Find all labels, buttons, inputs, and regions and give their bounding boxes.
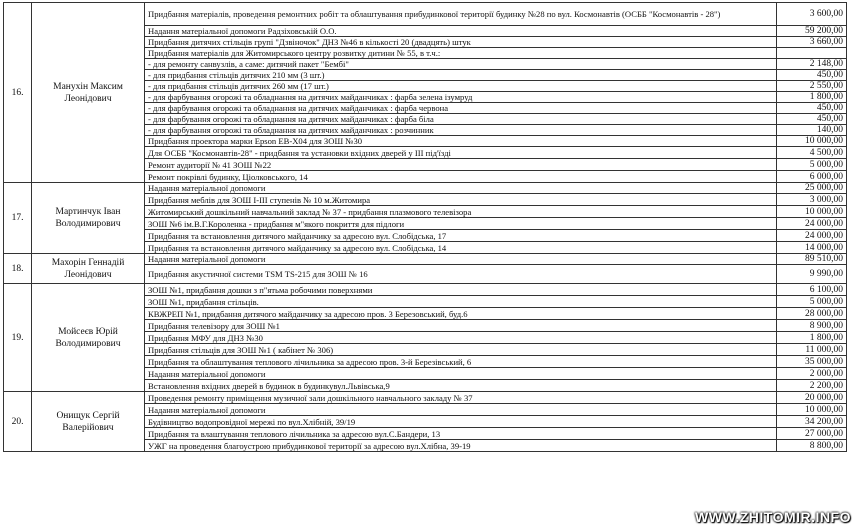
expense-amount: 10 000,00 bbox=[777, 206, 847, 218]
expense-amount: 10 000,00 bbox=[777, 404, 847, 416]
expense-amount: 28 000,00 bbox=[777, 308, 847, 320]
expense-amount: 8 800,00 bbox=[777, 440, 847, 452]
deputy-name: Онищук Сергій Валерійович bbox=[32, 392, 145, 452]
expense-amount: 34 200,00 bbox=[777, 416, 847, 428]
table-row bbox=[4, 3, 847, 26]
expense-description: Надання матеріальної допомоги bbox=[145, 404, 777, 416]
expense-description: ЗОШ №1, придбання стільців. bbox=[145, 296, 777, 308]
expense-amount: 450,00 bbox=[777, 70, 847, 81]
expense-description: Надання матеріальної допомоги bbox=[145, 254, 777, 265]
expense-amount: 35 000,00 bbox=[777, 356, 847, 368]
expense-description: Будівництво водопровідної мережі по вул.Хлібній, 39/19 bbox=[145, 416, 777, 428]
expense-amount: 1 800,00 bbox=[777, 332, 847, 344]
expense-amount: 1 800,00 bbox=[777, 92, 847, 103]
expense-description: Надання матеріальної допомоги bbox=[145, 368, 777, 380]
expense-amount: 4 500,00 bbox=[777, 147, 847, 159]
expense-amount: 2 148,00 bbox=[777, 59, 847, 70]
expense-description: Придбання матеріалів для Житомирського центру розвитку дитини № 55, в т.ч.: bbox=[145, 48, 777, 59]
expense-amount: 2 200,00 bbox=[777, 380, 847, 392]
expense-amount: 6 000,00 bbox=[777, 171, 847, 183]
expense-description: - для фарбування огорожі та обладнання на дитячих майданчиках : фарба червона bbox=[145, 103, 777, 114]
table-row bbox=[4, 392, 847, 404]
expense-description: - для фарбування огорожі та обладнання на дитячих майданчиках : розчинник bbox=[145, 125, 777, 136]
expense-description: КВЖРЕП №1, придбання дитячого майданчику за адресою пров. 3 Березовський, буд.6 bbox=[145, 308, 777, 320]
allocation-table bbox=[3, 2, 847, 452]
expense-amount: 14 000,00 bbox=[777, 242, 847, 254]
expense-amount: 2 000,00 bbox=[777, 368, 847, 380]
expense-description: - для придбання стільців дитячих 210 мм (3 шт.) bbox=[145, 70, 777, 81]
site-watermark: WWW.ZHITOMIR.INFO bbox=[695, 509, 851, 525]
expense-description: Придбання дитячих стільців групі "Дзвіночок" ДНЗ №46 в кількості 20 (двадцять) штук bbox=[145, 37, 777, 48]
table-row bbox=[4, 254, 847, 265]
expense-description: - для ремонту санвузлів, а саме: дитячий пакет "Бембі" bbox=[145, 59, 777, 70]
table-row bbox=[4, 284, 847, 296]
expense-description: - для фарбування огорожі та обладнання на дитячих майданчиках : фарба зелена ізумруд bbox=[145, 92, 777, 103]
expense-description: Ремонт покрівлі будинку, Ціолковського, 14 bbox=[145, 171, 777, 183]
expense-description: Придбання та облаштування теплового лічильника за адресою пров. 3-й Березівський, 6 bbox=[145, 356, 777, 368]
expense-amount: 450,00 bbox=[777, 114, 847, 125]
expense-amount: 9 990,00 bbox=[777, 265, 847, 284]
deputy-name: Манухін Максим Леонідович bbox=[32, 3, 145, 183]
row-number: 17. bbox=[4, 183, 32, 254]
expense-description: УЖГ на проведення благоустрою прибудинкової території за адресою вул.Хлібна, 39-19 bbox=[145, 440, 777, 452]
allocation-table-body bbox=[4, 3, 847, 452]
expense-description: - для придбання стільців дитячих 260 мм (17 шт.) bbox=[145, 81, 777, 92]
deputy-name: Махорін Геннадій Леонідович bbox=[32, 254, 145, 284]
expense-description: Придбання стільців для ЗОШ №1 ( кабінет № 306) bbox=[145, 344, 777, 356]
expense-description: Проведення ремонту приміщення музичної зали дошкільного навчального закладу № 37 bbox=[145, 392, 777, 404]
expense-amount: 24 000,00 bbox=[777, 218, 847, 230]
expense-description: Придбання акустичної системи TSM TS-215 для ЗОШ № 16 bbox=[145, 265, 777, 284]
expense-amount: 3 600,00 bbox=[777, 3, 847, 26]
expense-description: ЗОШ №1, придбання дошки з п"ятьма робочими поверхнями bbox=[145, 284, 777, 296]
deputy-name: Мартинчук Іван Володимирович bbox=[32, 183, 145, 254]
deputy-name: Мойсеєв Юрій Володимирович bbox=[32, 284, 145, 392]
expense-amount: 5 000,00 bbox=[777, 296, 847, 308]
expense-description: Ремонт аудиторії № 41 ЗОШ №22 bbox=[145, 159, 777, 171]
table-row bbox=[4, 183, 847, 194]
expense-amount: 10 000,00 bbox=[777, 136, 847, 147]
expense-amount: 3 000,00 bbox=[777, 194, 847, 206]
expense-description: Придбання та влаштування теплового лічильника за адресою вул.С.Бандери, 13 bbox=[145, 428, 777, 440]
expense-amount: 6 100,00 bbox=[777, 284, 847, 296]
expense-amount: 3 660,00 bbox=[777, 37, 847, 48]
expense-amount: 27 000,00 bbox=[777, 428, 847, 440]
expense-amount: 450,00 bbox=[777, 103, 847, 114]
expense-amount: 89 510,00 bbox=[777, 254, 847, 265]
expense-description: Для ОСББ "Космонавтів-28" - придбання та установки вхідних дверей у ІІІ під'їзді bbox=[145, 147, 777, 159]
expense-description: ЗОШ №6 ім.В.Г.Короленка - придбання м"якого покриття для підлоги bbox=[145, 218, 777, 230]
expense-description: Житомирський дошкільний навчальний заклад № 37 - придбання плазмового телевізора bbox=[145, 206, 777, 218]
expense-description: Придбання телевізору для ЗОШ №1 bbox=[145, 320, 777, 332]
expense-amount: 8 900,00 bbox=[777, 320, 847, 332]
expense-description: Придбання проектора марки Epson EB-X04 для ЗОШ №30 bbox=[145, 136, 777, 147]
expense-description: Придбання та встановлення дитячого майданчику за адресою вул. Слобідська, 14 bbox=[145, 242, 777, 254]
expense-description: Придбання матеріалів, проведення ремонтних робіт та облаштування прибудинкової території будинку №28 по вул. Космонавтів (ОСББ "Космонавтів - 28") bbox=[145, 3, 777, 26]
row-number: 16. bbox=[4, 3, 32, 183]
expense-amount: 25 000,00 bbox=[777, 183, 847, 194]
expense-amount: 20 000,00 bbox=[777, 392, 847, 404]
expense-amount: 2 550,00 bbox=[777, 81, 847, 92]
row-number: 18. bbox=[4, 254, 32, 284]
row-number: 19. bbox=[4, 284, 32, 392]
expense-amount bbox=[777, 48, 847, 59]
expense-amount: 140,00 bbox=[777, 125, 847, 136]
row-number: 20. bbox=[4, 392, 32, 452]
expense-amount: 5 000,00 bbox=[777, 159, 847, 171]
expense-amount: 24 000,00 bbox=[777, 230, 847, 242]
expense-description: Придбання та встановлення дитячого майданчику за адресою вул. Слобідська, 17 bbox=[145, 230, 777, 242]
expense-description: Придбання МФУ для ДНЗ №30 bbox=[145, 332, 777, 344]
expense-description: - для фарбування огорожі та обладнання на дитячих майданчиках : фарба біла bbox=[145, 114, 777, 125]
expense-description: Придбання меблів для ЗОШ І-ІІІ ступенів № 10 м.Житомира bbox=[145, 194, 777, 206]
expense-description: Надання матеріальної допомоги bbox=[145, 183, 777, 194]
expense-description: Встановлення вхідних дверей в будинок в будинкувул.Львівська,9 bbox=[145, 380, 777, 392]
expense-description: Надання матеріальної допомоги Радзіховській О.О. bbox=[145, 26, 777, 37]
expense-amount: 11 000,00 bbox=[777, 344, 847, 356]
expense-amount: 59 200,00 bbox=[777, 26, 847, 37]
